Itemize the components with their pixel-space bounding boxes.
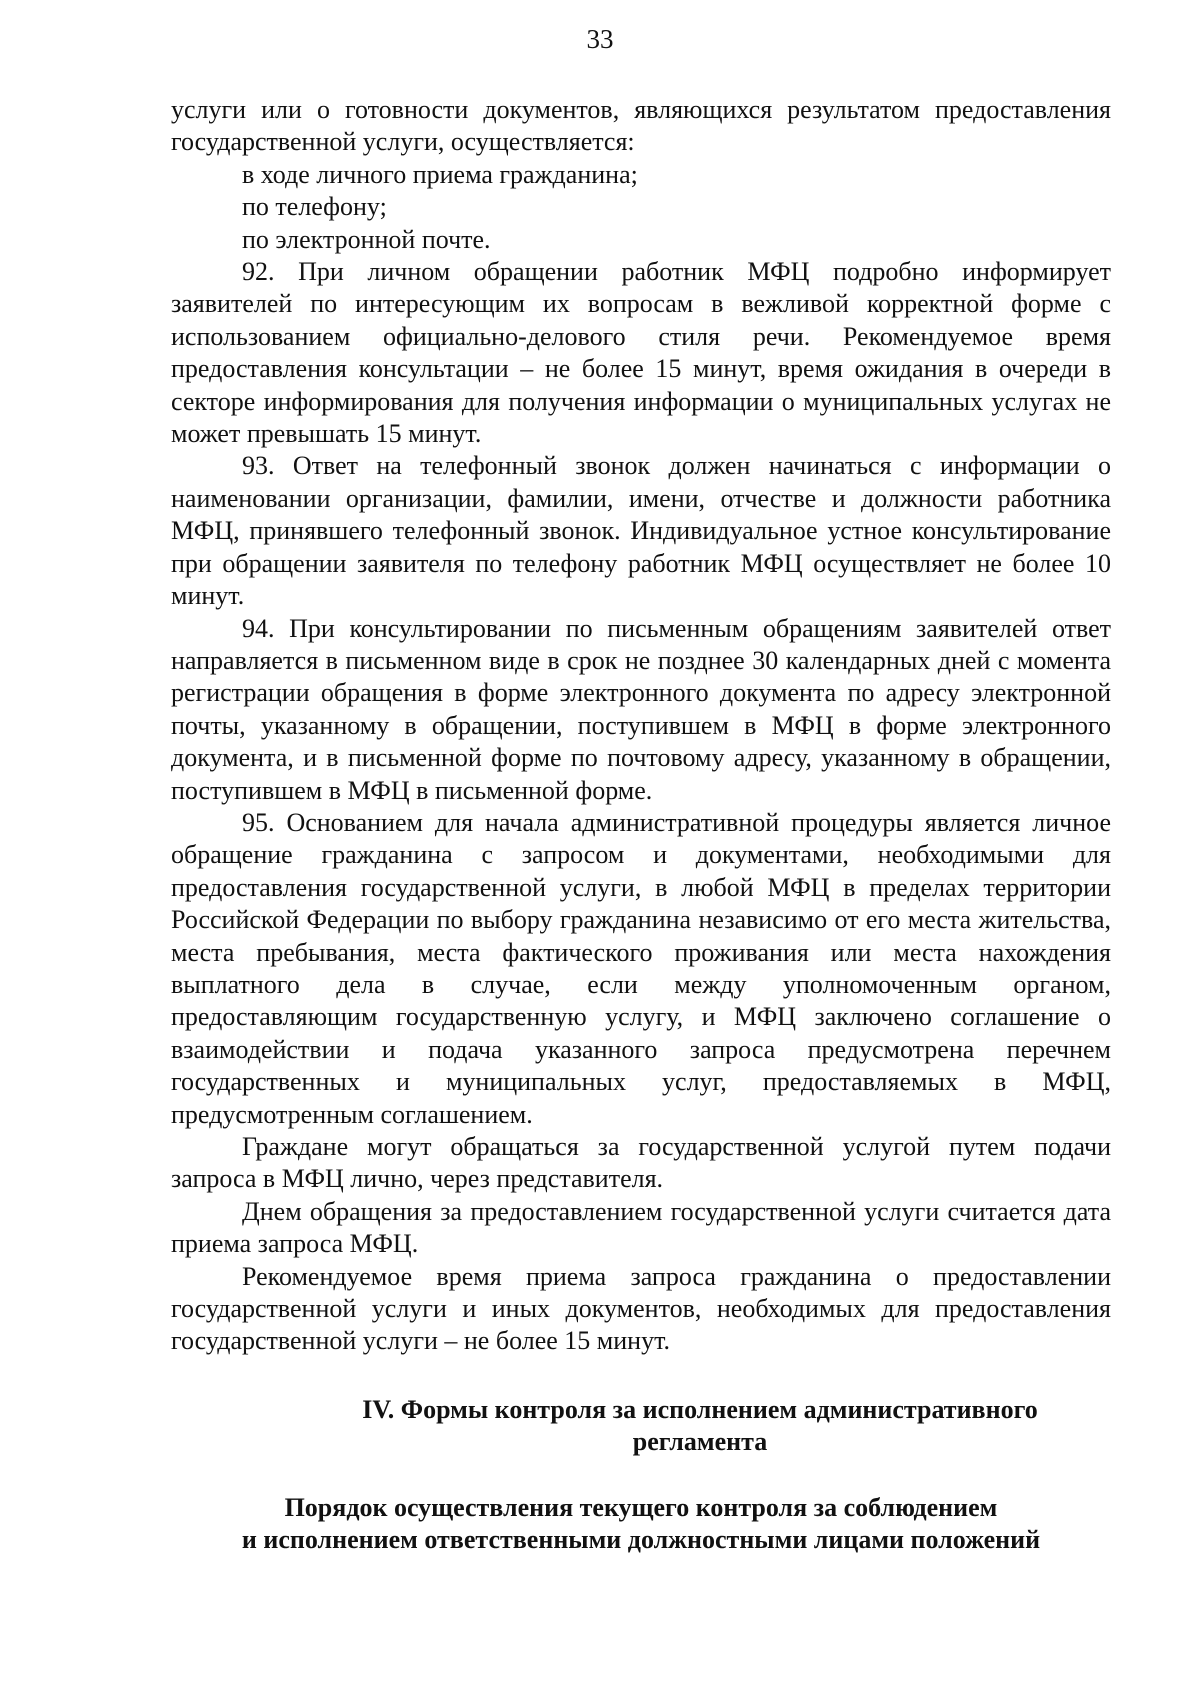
section-heading: [230, 1394, 1170, 1458]
paragraph-recommended-time: Рекомендуемое время приема запроса гражданина о предоставлении государственной услуги и иных документов, необходимых для предоставления государственной услуги – не более 15 минут.: [171, 1261, 1111, 1356]
paragraph-application-day: Днем обращения за предоставлением государственной услуги считается дата приема запроса МФЦ.: [171, 1196, 1111, 1259]
list-item-email: по электронной почте.: [242, 224, 491, 254]
paragraph-continuation: услуги или о готовности документов, являющихся результатом предоставления государственной услуги, осуществляется:: [171, 95, 1111, 157]
paragraph-94: 94. При консультировании по письменным обращениям заявителей ответ направляется в письменном виде в срок не позднее 30 календарных дней с момента регистрации обращения в форме электронного документа по адресу электронной почты, указанному в обращении, поступившем в МФЦ в форме электронного документа, и в письменной форме по почтовому адресу, указанному в обращении, поступившем в МФЦ в письменной форме.: [171, 613, 1111, 805]
paragraph-92: 92. При личном обращении работник МФЦ подробно информирует заявителей по интересующим их вопросам в вежливой корректной форме с использованием официально-делового стиля речи. Рекомендуемое время предоставления консультации – не более 15 минут, время ожидания в очереди в секторе информирования для получения информации о муниципальных услугах не может превышать 15 минут.: [171, 257, 1111, 449]
page-number: 33: [586, 24, 614, 54]
paragraph-93: 93. Ответ на телефонный звонок должен начинаться с информации о наименовании организации, фамилии, имени, отчестве и должности работника МФЦ, принявшего телефонный звонок. Индивидуальное устное консультирование при обращении заявителя по телефону работник МФЦ осуществляет не более 10 минут.: [171, 451, 1111, 611]
section-heading-line-1: IV. Формы контроля за исполнением административного: [362, 1395, 1038, 1424]
paragraph-95: 95. Основанием для начала административной процедуры является личное обращение гражданина с запросом и документами, необходимыми для предоставления государственной услуги, в любой МФЦ в пределах территории Российской Федерации по выбору гражданина независимо от его места жительства, места пребывания, места фактического проживания или места нахождения выплатного дела в случае, если между уполномоченным органом, предоставляющим государственную услугу, и МФЦ заключено соглашение о взаимодействии и подача указанного запроса предусмотрена перечнем государственных и муниципальных услуг, предоставляемых в МФЦ, предусмотренным соглашением.: [171, 807, 1111, 1129]
subsection-heading-line-2: и исполнением ответственными должностными лицами положений: [241, 1525, 1041, 1554]
list-item-in-person: в ходе личного приема гражданина;: [242, 159, 638, 189]
subsection-heading-line-1: Порядок осуществления текущего контроля за соблюдением: [284, 1493, 998, 1522]
paragraph-citizens: Граждане могут обращаться за государственной услугой путем подачи запроса в МФЦ лично, через представителя.: [171, 1132, 1111, 1194]
subsection-heading: [171, 1492, 1111, 1556]
list-item-phone: по телефону;: [242, 192, 387, 222]
body-text: [171, 94, 1111, 1358]
section-heading-line-2: регламента: [632, 1427, 768, 1456]
